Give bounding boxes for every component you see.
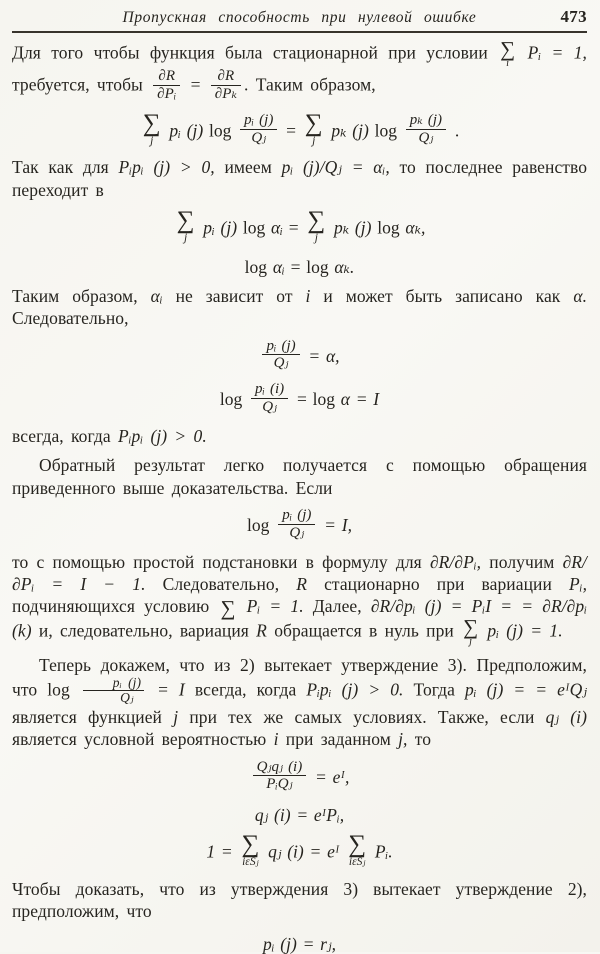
numerator: pᵢ (j) [112,674,142,690]
running-header [12,7,587,33]
paragraph-converse-result [12,454,587,499]
math-term: pᵢ (j) [203,217,238,238]
math-term: = α, [308,345,340,366]
display-equation-sum-log [12,109,587,149]
paragraph-whenever-positive [12,425,587,447]
fraction [240,112,277,147]
math-term: αᵢ [271,217,283,238]
denominator: PᵢQⱼ [253,775,307,793]
fraction [278,507,315,542]
math-term: qⱼ (i) = eᴵ [268,841,340,862]
summation-limit: j [150,134,154,147]
display-equation-log-ratio-I-comma [12,508,587,543]
display-equation-ratio-alpha [12,339,587,374]
text-run: имеем [224,157,272,178]
summation-symbol [177,209,195,245]
sigma-glyph: ∑ [348,831,367,859]
sigma-glyph: ∑ [304,109,323,137]
math-inline: αᵢ [150,285,163,306]
paragraph-stationary-condition [12,37,588,104]
display-equation-log-ratio-I [12,382,587,417]
denominator: ∂Pᵢ [153,85,180,103]
punctuation: . [454,120,460,141]
math-inline: Pᵢ = 1. [246,596,304,617]
summation-limit: j [469,635,473,647]
math-inline: ∂R/∂pᵢ (j) = PᵢI = = ∂R/∂pᵢ (k) [12,596,588,641]
text-run: является условной вероятностью [12,729,267,750]
log-operator: log [377,217,400,238]
math-inline: Pᵢ = 1, [527,42,588,63]
text-run: то последнее равенство переходит в [12,157,588,200]
display-equation-qj [12,803,587,825]
summation-symbol [220,595,236,620]
text-run: при заданном [285,729,391,750]
summation-limit: j [314,232,318,245]
display-equation-conditional-ratio [12,760,587,795]
math-inline: R [256,620,267,641]
text-run: подчиняющихся условию [12,596,210,617]
text-run: Тогда [413,679,455,700]
paragraph-now-prove [12,654,587,751]
numerator: Qⱼqⱼ (i) [256,758,303,775]
text-run: Следовательно, [12,308,129,329]
math-inline: Pᵢpᵢ (j) > 0. [117,425,207,446]
numerator: pᵢ (j) [244,112,274,129]
denominator: Qⱼ [83,690,144,705]
log-operator: log [374,120,397,141]
math-inline: R [296,573,307,594]
text-run: получим [489,551,555,572]
math-inline: j, [398,729,408,750]
numerator: pₖ (j) [409,112,443,129]
math-term: qⱼ (i) = eᴵPᵢ, [254,805,345,826]
display-equation-sum-log-alpha [12,207,587,246]
math-inline: pᵢ (j) = = eᴵQⱼ [464,679,588,700]
summation-symbol [463,614,479,647]
log-operator: log [242,217,266,238]
math-term: α = I [340,389,380,410]
denominator: Qⱼ [278,524,315,542]
math-inline: j [173,706,179,727]
math-term: = eᴵ, [315,766,350,787]
math-inline: α. [573,285,588,306]
numerator: pᵢ (j) [282,506,312,523]
text-run: Для того чтобы функция была стационарной при условии [12,42,488,63]
numerator: pᵢ (i) [255,381,285,398]
math-inline: i [305,285,311,306]
math-term: pₖ (j) [331,120,369,141]
numerator: ∂R [217,68,235,85]
math-inline: Pᵢpᵢ (j) > 0, [118,157,215,178]
math-term: αₖ. [334,256,355,277]
summation-symbol [348,833,366,869]
denominator: Qⱼ [240,129,277,147]
text-run: Теперь докажем, что из 2) вытекает утверждение 3). Предположим, что [12,655,587,700]
summation-symbol [500,37,516,69]
summation-symbol [307,209,325,245]
equals-sign: = [290,256,301,277]
text-run: и может быть записано как [323,285,561,306]
log-operator: log [47,679,70,700]
summation-limit: j [312,134,316,147]
sigma-glyph: ∑ [500,37,516,61]
summation-symbol [241,833,259,869]
summation-limit: j [183,232,188,245]
text-run: Так как для [12,157,109,178]
text-run: стационарно при вариации [324,573,552,594]
math-inline: Pᵢ, [568,573,588,594]
paragraph-substitution [12,551,587,648]
math-inline: qⱼ (i) [545,706,588,727]
display-equation-normalization [12,831,587,870]
paragraph-to-prove [12,878,587,923]
summation-limit: iεSⱼ [242,856,259,869]
math-inline: pᵢ (j) = 1. [487,620,563,641]
math-inline: = I [157,679,185,700]
fraction [406,112,446,147]
denominator: Qⱼ [262,354,299,372]
page-number: 473 [560,7,587,26]
math-term: αₖ, [405,217,426,238]
text-run: обращается в нуль при [274,620,454,641]
sigma-glyph: ∑ [307,207,326,235]
display-equation-log-alpha [12,255,587,277]
text-run: Чтобы доказать, что из утверждения 3) вытекает утверждение 2), предположим, что [12,878,587,922]
math-term: Pᵢ. [374,841,393,862]
summation-limit: iεSⱼ [348,856,366,869]
text-run: то с помощью простой подстановки в формулу для [12,551,422,572]
log-operator: log [247,515,270,536]
text-run: является функцией [12,706,162,727]
summation-symbol [304,109,323,148]
display-equation-pi-rj [12,932,587,954]
log-operator: log [219,389,243,410]
math-inline: i [273,729,279,750]
text-run: Таким образом, [12,285,138,306]
text-run: . Таким образом, [244,74,376,95]
paragraph-alpha-independent [12,285,587,330]
log-operator: log [244,256,268,277]
math-inline: ∂R/∂Pᵢ, [429,551,482,572]
equals-log: = log [296,389,335,410]
numerator: ∂R [158,68,176,85]
text-run: не зависит от [175,285,293,306]
text-run: при тех же самых условиях. Также, если [189,706,535,727]
text-run: всегда, когда [194,679,297,700]
sigma-glyph: ∑ [463,614,479,639]
sigma-glyph: ∑ [241,831,260,859]
fraction [262,338,299,373]
text-run: требуется, чтобы [12,74,143,95]
math-inline: ∂R/∂Pᵢ = I − 1. [12,551,587,594]
text-run: и, следовательно, вариация [38,620,249,641]
denominator: ∂Pₖ [211,85,241,103]
fraction [153,68,180,103]
running-title: Пропускная способность при нулевой ошибке [122,9,477,26]
fraction [253,759,307,794]
math-term: = I, [324,515,352,536]
paragraph-since-alpha [12,156,587,201]
math-term: pᵢ (j) [169,120,204,141]
log-operator: log [209,120,232,141]
text-run: Обратный результат легко получается с помощью обращения приведенного выше доказательства. Если [12,455,587,498]
math-inline: pᵢ (j)/Qⱼ = αᵢ, [281,157,390,178]
fraction [251,381,288,416]
denominator: Qⱼ [251,398,288,416]
summation-limit: i [506,57,510,69]
text-run: всегда, когда [12,425,111,446]
text-run: то [414,729,432,750]
fraction [83,676,144,705]
sigma-glyph: ∑ [220,595,236,620]
equals-sign: = [190,74,201,95]
fraction [211,68,241,103]
equals-sign: = [288,217,299,238]
log-operator: log [306,256,329,277]
math-term: 1 = [206,841,233,862]
denominator: Qⱼ [406,129,446,147]
sigma-glyph: ∑ [176,207,195,235]
equals-sign: = [286,120,296,141]
math-inline: Pᵢpᵢ (j) > 0. [306,679,404,700]
text-run: Далее, [312,596,362,617]
summation-symbol [142,109,161,148]
sigma-glyph: ∑ [142,109,161,137]
numerator: pᵢ (j) [266,337,296,354]
math-term: pₖ (j) [334,217,372,238]
text-run: Следовательно, [162,573,280,594]
math-term: pᵢ (j) = rⱼ, [263,933,336,954]
math-term: αᵢ [272,256,285,277]
